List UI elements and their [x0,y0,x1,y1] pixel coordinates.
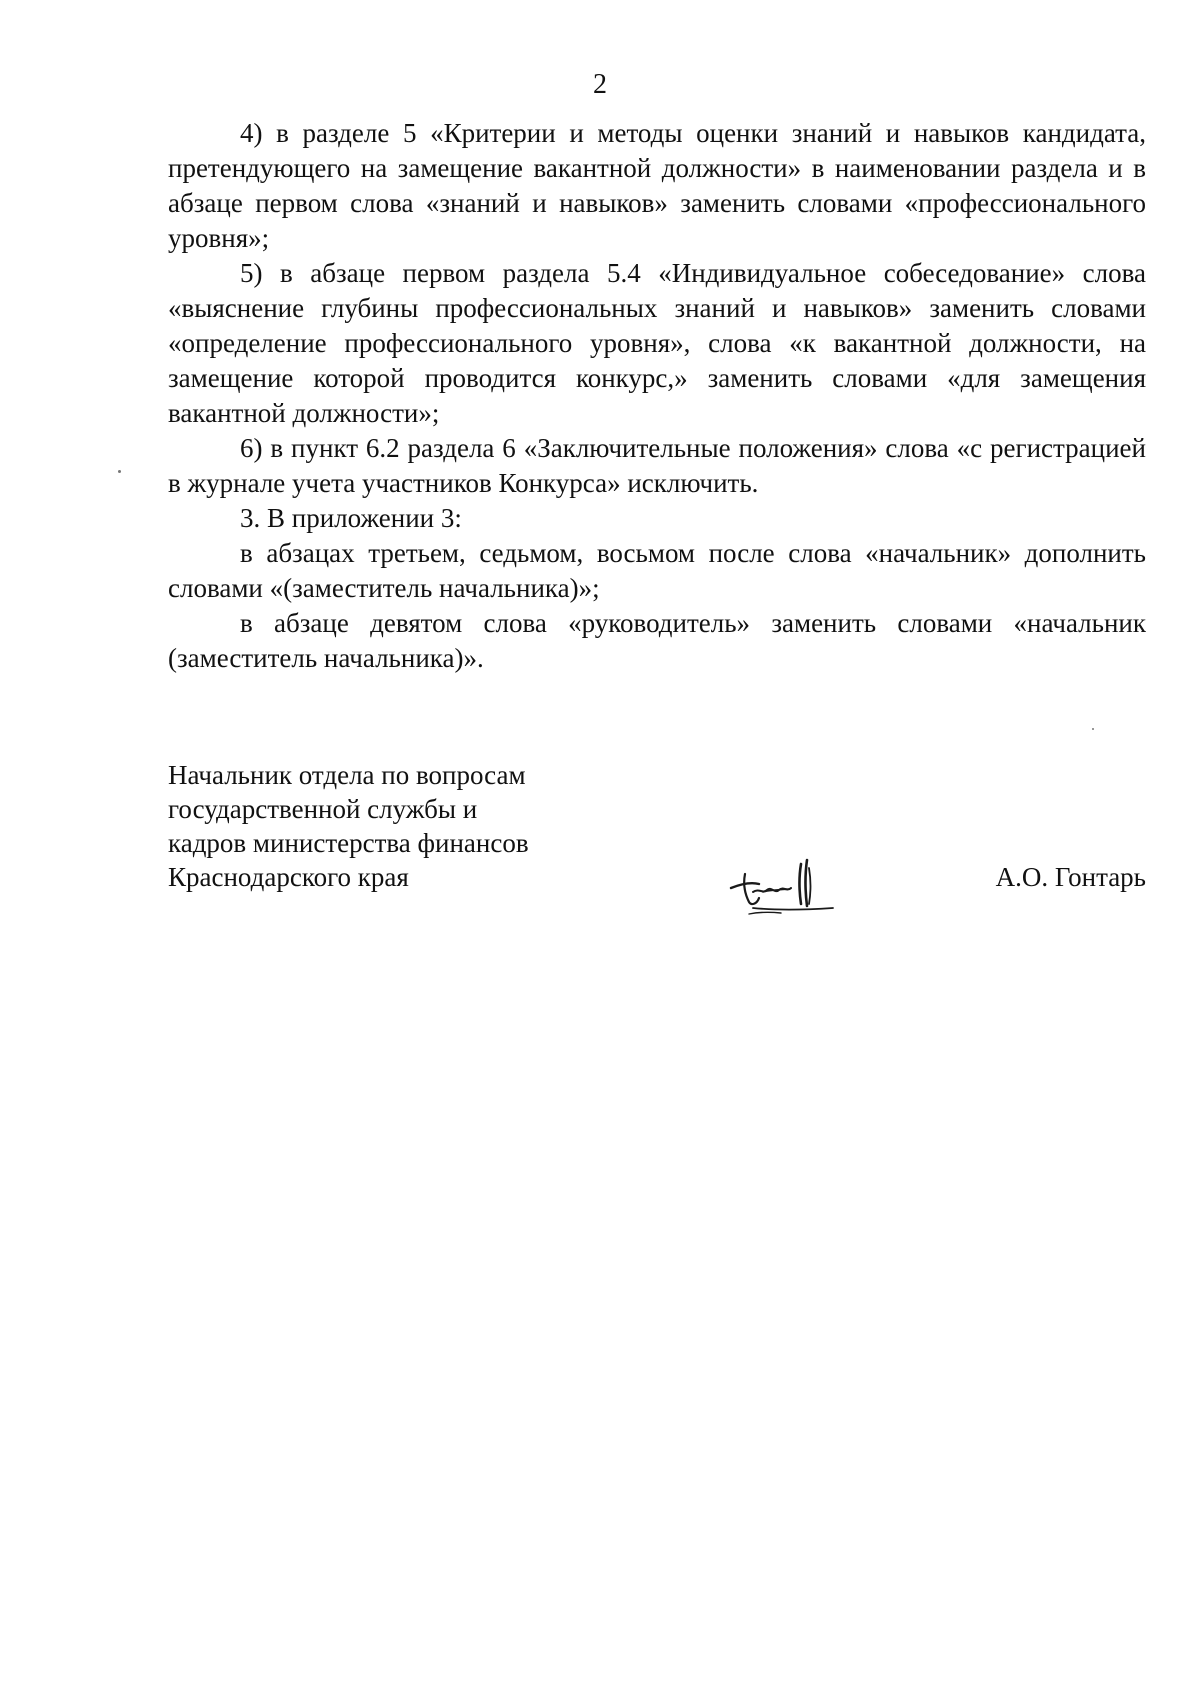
signer-title-line: кадров министерства финансов [168,828,529,858]
signer-title-line: Краснодарского края [168,862,409,892]
scan-speck [1092,728,1094,730]
paragraph-amendment-2: в абзаце девятом слова «руководитель» заменить словами «начальник (заместитель начальника)». [168,608,1146,673]
page-number: 2 [593,69,607,100]
paragraph-item-4: 4) в разделе 5 «Критерии и методы оценки знаний и навыков кандидата, претендующего на замещение вакантной должности» в наименовании раздела и в абзаце первом слова «знаний и навыков» заменить словами «профессионального уровня»; [168,118,1146,253]
paragraph-item-6: 6) в пункт 6.2 раздела 6 «Заключительные положения» слова «с регистрацией в журнале учета участников Конкурса» исключить. [168,433,1146,498]
scan-speck [118,470,121,473]
signer-name: А.О. Гонтарь [995,862,1146,892]
paragraph-appendix-3: 3. В приложении 3: [240,503,462,533]
paragraph-item-5: 5) в абзаце первом раздела 5.4 «Индивидуальное собеседование» слова «выяснение глубины профессиональных знаний и навыков» заменить словами «определение профессионального уровня», слова «к вакантной должности, на замещение которой проводится конкурс,» заменить словами «для замещения вакантной должности»; [168,258,1146,428]
signer-title [168,758,628,894]
signature-block [168,758,1146,928]
handwritten-signature [723,844,843,924]
signer-title-line: Начальник отдела по вопросам [168,760,526,790]
document-body [168,116,1146,676]
signer-title-line: государственной службы и [168,794,478,824]
paragraph-amendment-1: в абзацах третьем, седьмом, восьмом после слова «начальник» дополнить словами «(заместитель начальника)»; [168,538,1146,603]
